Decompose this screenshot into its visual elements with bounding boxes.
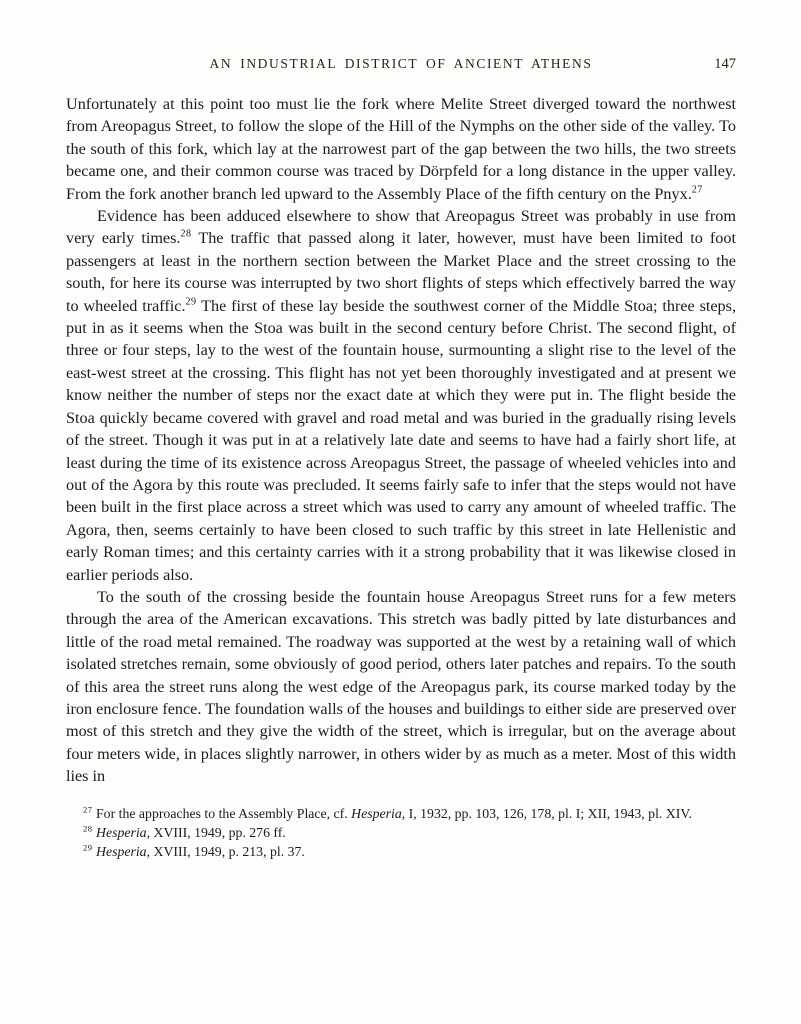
text-run: To the south of the crossing beside the fountain house Areopagus Street runs for a few meters through the area of the American excavations. This stretch was badly pitted by late disturbances and little of the road metal remained. The roadway was supported at the west by a retaining wall of which isolated stretches remain, some obviously of good period, others later patches and repairs. To the south of this area the street runs along the west edge of the Areopagus park, its course marked today by the iron enclosure fence. The foundation walls of the houses and buildings to either side are preserved over most of this stretch and they give the width of the street, which is irregular, but on the average about four meters wide, in places slightly narrower, in others wider by as much as a meter. Most of this width lies in (66, 587, 736, 786)
footnote-marker: 29 (83, 842, 93, 852)
footnote-marker: 29 (185, 296, 197, 308)
page-header (66, 56, 736, 76)
text-run: , I, 1932, pp. 103, 126, 178, pl. I; XII, 1943, pl. XIV. (401, 805, 692, 821)
footnote-marker: 27 (83, 804, 93, 814)
text-run: The first of these lay beside the southwest corner of the Middle Stoa; three steps, put in as it seems when the Stoa was built in the second century before Christ. The second flight, of three or four steps, lay to the west of the fountain house, surmounting a slight rise to the level of the east-west street at the crossing. This flight has not yet been thoroughly investigated and at present we know neither the number of steps nor the exact date at which they were put in. The flight beside the Stoa quickly became covered with gravel and road metal and was buried in the gradually rising levels of the street. Though it was put in at a relatively late date and seems to have had a fairly short life, at least during the time of its existence across Areopagus Street, the passage of wheeled vehicles into and out of the Agora by this route was precluded. It seems fairly safe to infer that the steps would not have been built in the first place across a street which was used to carry any amount of wheeled traffic. The Agora, then, seems certainly to have been closed to such traffic by this street in late Hellenistic and early Roman times; and this certainty carries with it a strong probability that it was likewise closed in earlier periods also. (66, 296, 737, 584)
footnote-marker: 27 (691, 184, 703, 196)
body-text (66, 93, 736, 788)
footnote (66, 804, 736, 823)
footnote (66, 842, 736, 861)
footnotes (66, 804, 736, 861)
text-run: Evidence has been adduced elsewhere to show that Areopagus Street was probably in use from very early times. (66, 207, 736, 248)
text-run: For the approaches to the Assembly Place, cf. (92, 805, 352, 821)
footnote-marker: 28 (180, 229, 192, 241)
paragraph (66, 205, 736, 586)
text-run: The traffic that passed along it later, however, must have been limited to foot passengers at least in the northern section between the Market Place and the street crossing to the south, for here its course was interrupted by two short flights of steps which effectively barred the way to wheeled traffic. (66, 229, 736, 315)
italic-text: Hesperia (351, 805, 402, 821)
running-title: AN INDUSTRIAL DISTRICT OF ANCIENT ATHENS (209, 56, 593, 71)
italic-text: Hesperia (96, 843, 147, 859)
italic-text: Hesperia (96, 824, 147, 840)
text-run: , XVIII, 1949, p. 213, pl. 37. (146, 843, 305, 859)
text-run: , XVIII, 1949, pp. 276 ff. (146, 824, 286, 840)
paragraph (66, 586, 736, 788)
page-number: 147 (714, 56, 736, 72)
text-run: Unfortunately at this point too must lie the fork where Melite Street diverged toward the northwest from Areopagus Street, to follow the slope of the Hill of the Nymphs on the other side of the valley. To the south of this fork, which lay at the narrowest part of the gap between the two hills, the two streets became one, and their common course was traced by Dörpfeld for a long distance in the upper valley. From the fork another branch led upward to the Assembly Place of the fifth century on the Pnyx. (66, 95, 736, 203)
paragraph (66, 93, 736, 205)
footnote-marker: 28 (83, 823, 93, 833)
footnote (66, 823, 736, 842)
